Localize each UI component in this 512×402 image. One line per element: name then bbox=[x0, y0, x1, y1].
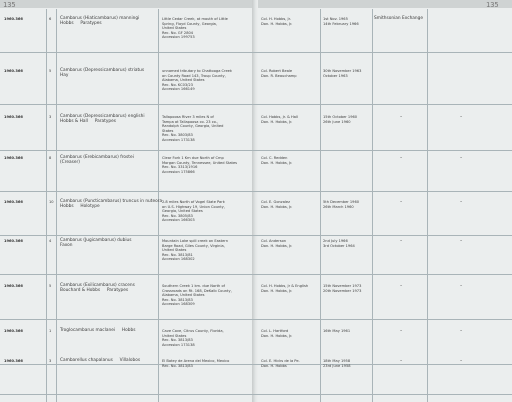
remark-mark: - bbox=[400, 237, 403, 244]
dates: 16th May 1961 bbox=[323, 329, 351, 333]
remark-mark: - bbox=[400, 198, 403, 205]
specimen-count: 3 bbox=[49, 359, 52, 363]
locality-details: 2.8 miles North of Vogel State Park on U.S. Highway 19, Union County, Georgia, United States Rec. No. 3805/83 Accession 166303 bbox=[162, 200, 225, 223]
collector-donor: Col. H. Hobbs, Jr & English Don. H. Hobbs, Jr. bbox=[261, 284, 309, 293]
specimen-count: 6 bbox=[49, 17, 52, 21]
row-rule bbox=[0, 235, 512, 236]
locality-details: Little Cedar Creek, at mouth of Little Spring, Floyd County, Georgia, United States Rec. No. GF 2804 Accession 199753 bbox=[162, 17, 228, 40]
dates: 15th November 1973 20th November 1973 bbox=[323, 284, 362, 293]
page-gutter bbox=[252, 0, 258, 402]
collector-donor: Col. Anderson Don. H. Hobbs, Jr. bbox=[261, 239, 293, 248]
dates: 30th November 1963 October 1963 bbox=[323, 69, 362, 78]
specimen-count: 4 bbox=[49, 239, 52, 243]
specimen-count: 8 bbox=[49, 156, 52, 160]
dates: 15th October 1960 26th June 1960 bbox=[323, 115, 358, 124]
collector-donor: Col. L. Hartford Don. H. Hobbs, Jr. bbox=[261, 329, 293, 338]
registration-number: 1960.366 bbox=[4, 359, 23, 363]
remark-mark-2: - bbox=[460, 154, 463, 161]
specimen-count: 5 bbox=[49, 69, 52, 73]
collector-donor: Col. E. Hicks de la Pe. Don. H. Hobbs bbox=[261, 359, 300, 368]
remarks: Smithsonian Exchange bbox=[374, 16, 424, 21]
row-rule bbox=[0, 191, 512, 192]
row-rule bbox=[0, 104, 512, 105]
remark-mark-2: - bbox=[460, 198, 463, 205]
row-rule bbox=[0, 150, 512, 151]
dates: 2nd July 1966 3rd October 1964 bbox=[323, 239, 355, 248]
remark-mark-2: - bbox=[460, 357, 463, 364]
remark-mark-2: - bbox=[460, 327, 463, 334]
specimen-count: 10 bbox=[49, 200, 54, 204]
registration-number: 1960.366 bbox=[4, 329, 23, 333]
row-rule bbox=[0, 274, 512, 275]
row-rule bbox=[0, 394, 512, 395]
locality-details: unnamed tributary to Chattooga Creek on County Road 143, Troup County, Alabama, United States Rec. No. KC03/23 Accession 166149 bbox=[162, 69, 232, 92]
taxon-name: Cambarellus chapalanus Villalobos bbox=[60, 358, 141, 363]
remark-mark: - bbox=[400, 113, 403, 120]
collector-donor: Col. H. Hobbs, Jr. Don. H. Hobbs, Jr. bbox=[261, 17, 293, 26]
locality-details: Mountain Lake spill creek on Eastern Barge Road, Giles County, Virginia, United States Rec. No. 3813/81 Accession 168302 bbox=[162, 239, 228, 262]
locality-details: Clear Fork 1 Km due North of Cmp Morgan County, Tennessee, United States Rec. No. 3313/1916 Accession 175866 bbox=[162, 156, 238, 174]
collector-donor: Col. C. Redden Don. H. Hobbs, Jr. bbox=[261, 156, 293, 165]
remark-mark: - bbox=[400, 327, 403, 334]
registration-number: 1960.366 bbox=[4, 156, 23, 160]
registration-number: 1960.366 bbox=[4, 69, 23, 73]
row-rule bbox=[0, 364, 512, 365]
page-number-left: 135 bbox=[3, 1, 16, 9]
remark-mark: - bbox=[400, 357, 403, 364]
specimen-count: 5 bbox=[49, 284, 52, 288]
collector-donor: Col. Hobbs, Jr. & Hall Don. H. Hobbs, Jr. bbox=[261, 115, 298, 124]
remark-mark-2: - bbox=[460, 237, 463, 244]
specimen-count: 3 bbox=[49, 115, 52, 119]
registration-number: 1960.366 bbox=[4, 239, 23, 243]
taxon-name: Cambarus (Hiaticambarus) manningi Hobbs Paratypes bbox=[60, 16, 140, 26]
row-rule bbox=[0, 52, 512, 53]
remark-mark-2: - bbox=[460, 113, 463, 120]
taxon-name: Cambarus (Depressicambarus) englishi Hobbs & Hall Paratypes bbox=[60, 114, 145, 124]
registration-number: 1960.366 bbox=[4, 200, 23, 204]
dates: 5th December 1960 26th March 1960 bbox=[323, 200, 360, 209]
registration-number: 1960.366 bbox=[4, 284, 23, 288]
page-number-right: 135 bbox=[486, 1, 499, 9]
taxon-name: Cambarus (Exilicambarus) cracens Bouchard & Hobbs Paratypes bbox=[60, 283, 135, 293]
registration-number: 1960.366 bbox=[4, 115, 23, 119]
remark-mark: - bbox=[400, 154, 403, 161]
dates: 1st Nov. 1965 14th February 1966 bbox=[323, 17, 359, 26]
collector-donor: Col. Robert Beale Don. R. Beauchamp bbox=[261, 69, 297, 78]
registration-number: 1960.366 bbox=[4, 17, 23, 21]
taxon-name: Cambarus (Erebicambarus) frostei (Creaser) bbox=[60, 155, 134, 165]
taxon-name: Troglocambarus maclanei Hobbs bbox=[60, 328, 136, 333]
row-rule bbox=[0, 319, 512, 320]
taxon-name: Cambarus (Puncticambarus) truncus in nuteora Hobbs Holotype bbox=[60, 199, 163, 209]
locality-details: Tallapoosa River 3 miles N of Tampa at Tallapoosa co. 23 co., Randolph County, Georgia, United States Rec. No. 3803/83 Accession 173138 bbox=[162, 115, 224, 142]
taxon-name: Cambarus (Jugicambarus) dubius Faxon bbox=[60, 238, 132, 248]
dates: 18th May 1958 23rd June 1958 bbox=[323, 359, 351, 368]
collector-donor: Col. E. Gonzalez Don. H. Hobbs, Jr. bbox=[261, 200, 293, 209]
remark-mark-2: - bbox=[460, 282, 463, 289]
taxon-name: Cambarus (Depressicambarus) striatus Hay bbox=[60, 68, 145, 78]
specimen-count: 1 bbox=[49, 329, 52, 333]
remark-mark: - bbox=[400, 282, 403, 289]
locality-details: Southern Creek 1 km. due North of Crossroads on Rt. 168, DeKalb County, Alabama, United States Rec. No. 3813/83 Accession 168309 bbox=[162, 284, 232, 307]
locality-details: Cave Cove, Citrus County, Florida, United States Rec. No. 3813/83 Accession 173138 bbox=[162, 329, 224, 347]
locality-details: El Batey de Arena del Mexico, Mexico Rec. No. 3813/83 bbox=[162, 359, 230, 368]
